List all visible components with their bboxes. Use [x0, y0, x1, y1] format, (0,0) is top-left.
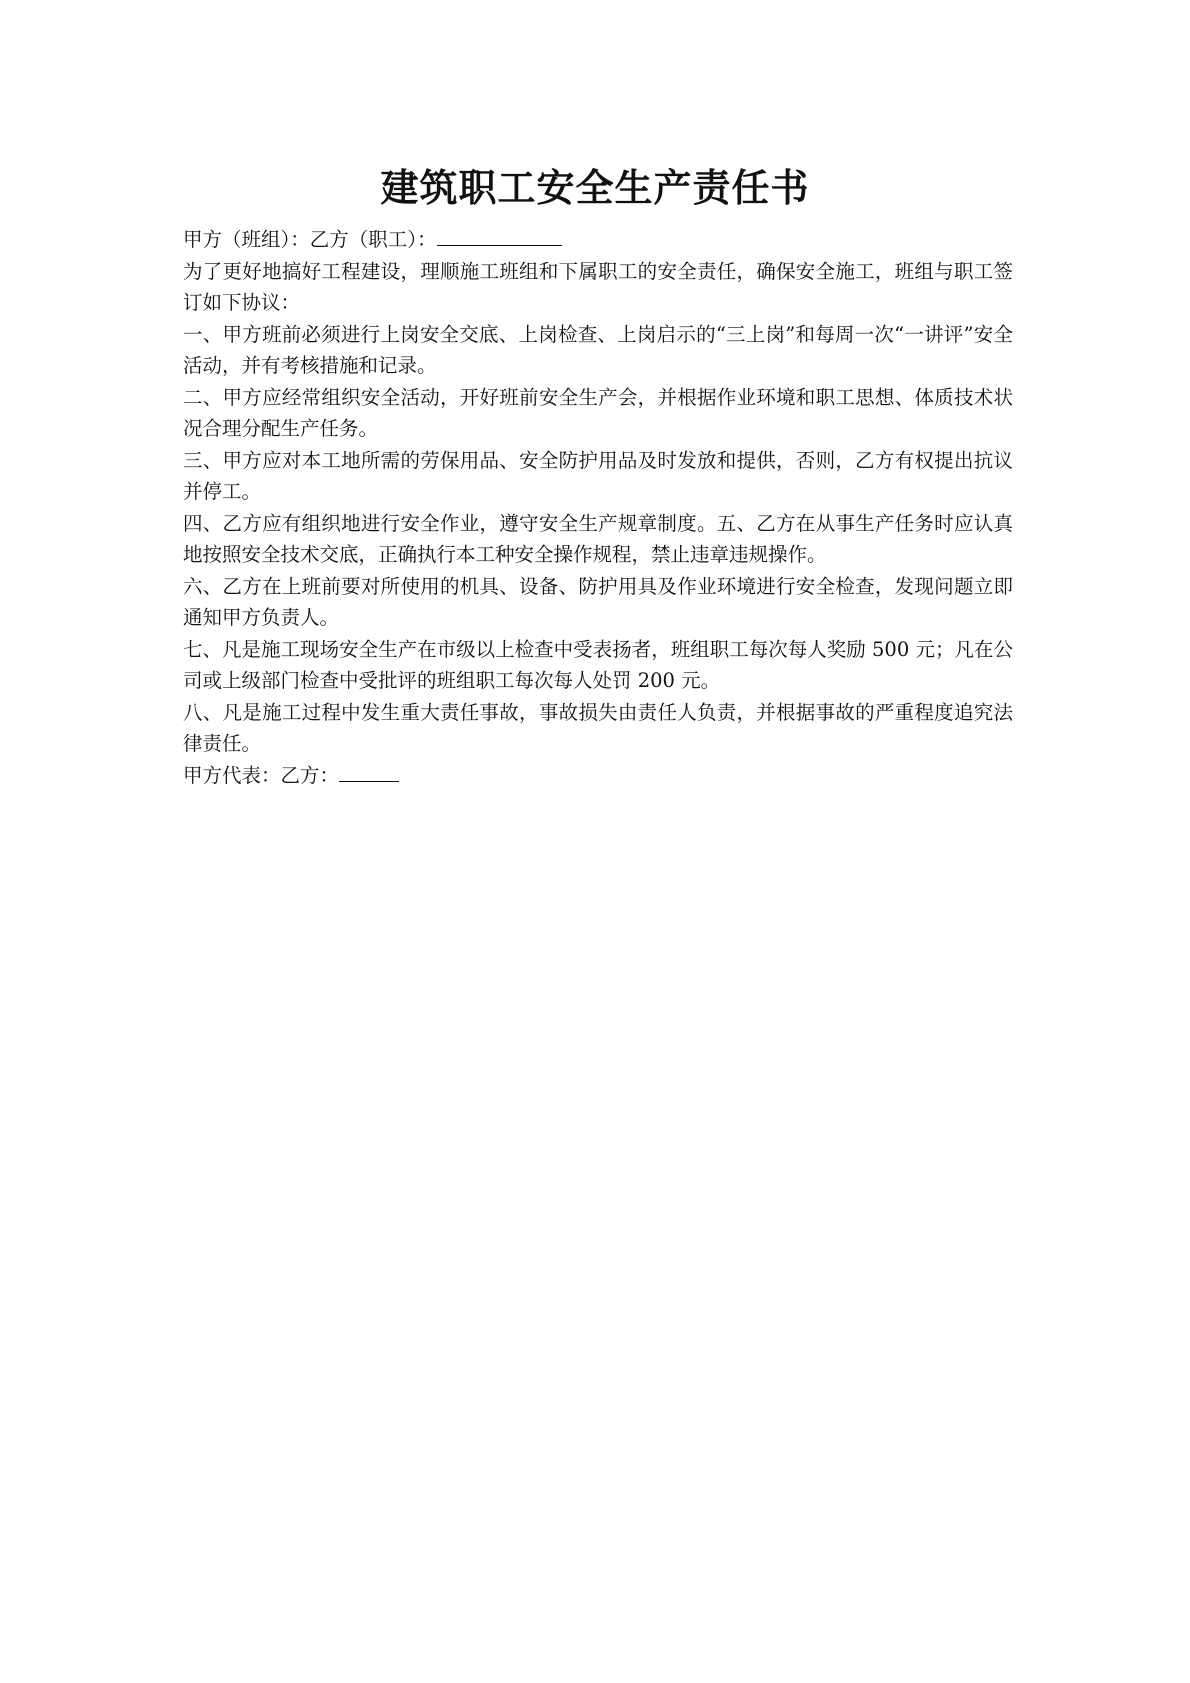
parties-label: 甲方（班组）：乙方（职工）：: [183, 228, 437, 251]
signature-label: 甲方代表：乙方：: [183, 763, 340, 787]
document-body: [183, 224, 1013, 791]
document-title: 建筑职工安全生产责任书: [380, 165, 810, 210]
clause-2: 二、甲方应经常组织安全活动，开好班前安全生产会，并根据作业环境和职工思想、体质技术状况合理分配生产任务。: [183, 385, 1013, 440]
clause-7: 七、凡是施工现场安全生产在市级以上检查中受表扬者，班组职工每次每人奖励 500 元；凡在公司或上级部门检查中受批评的班组职工每次每人处罚 200 元。: [183, 637, 1013, 692]
clause-6: 六、乙方在上班前要对所使用的机具、设备、防护用具及作业环境进行安全检查，发现问题立即通知甲方负责人。: [183, 574, 1013, 629]
intro-paragraph: 为了更好地搞好工程建设，理顺施工班组和下属职工的安全责任，确保安全施工，班组与职工签订如下协议：: [183, 259, 1013, 314]
signature-blank: [339, 761, 399, 782]
party-b-blank: [437, 225, 562, 246]
clause-8: 八、凡是施工过程中发生重大责任事故，事故损失由责任人负责，并根据事故的严重程度追究法律责任。: [183, 700, 1013, 755]
clause-4-5: 四、乙方应有组织地进行安全作业，遵守安全生产规章制度。五、乙方在从事生产任务时应认真地按照安全技术交底，正确执行本工种安全操作规程，禁止违章违规操作。: [183, 511, 1013, 566]
clause-3: 三、甲方应对本工地所需的劳保用品、安全防护用品及时发放和提供，否则，乙方有权提出抗议并停工。: [183, 448, 1013, 503]
parties-line: [183, 224, 1013, 256]
signature-line: [183, 760, 1013, 792]
clause-1: 一、甲方班前必须进行上岗安全交底、上岗检查、上岗启示的“三上岗”和每周一次“一讲评”安全活动，并有考核措施和记录。: [183, 322, 1013, 377]
